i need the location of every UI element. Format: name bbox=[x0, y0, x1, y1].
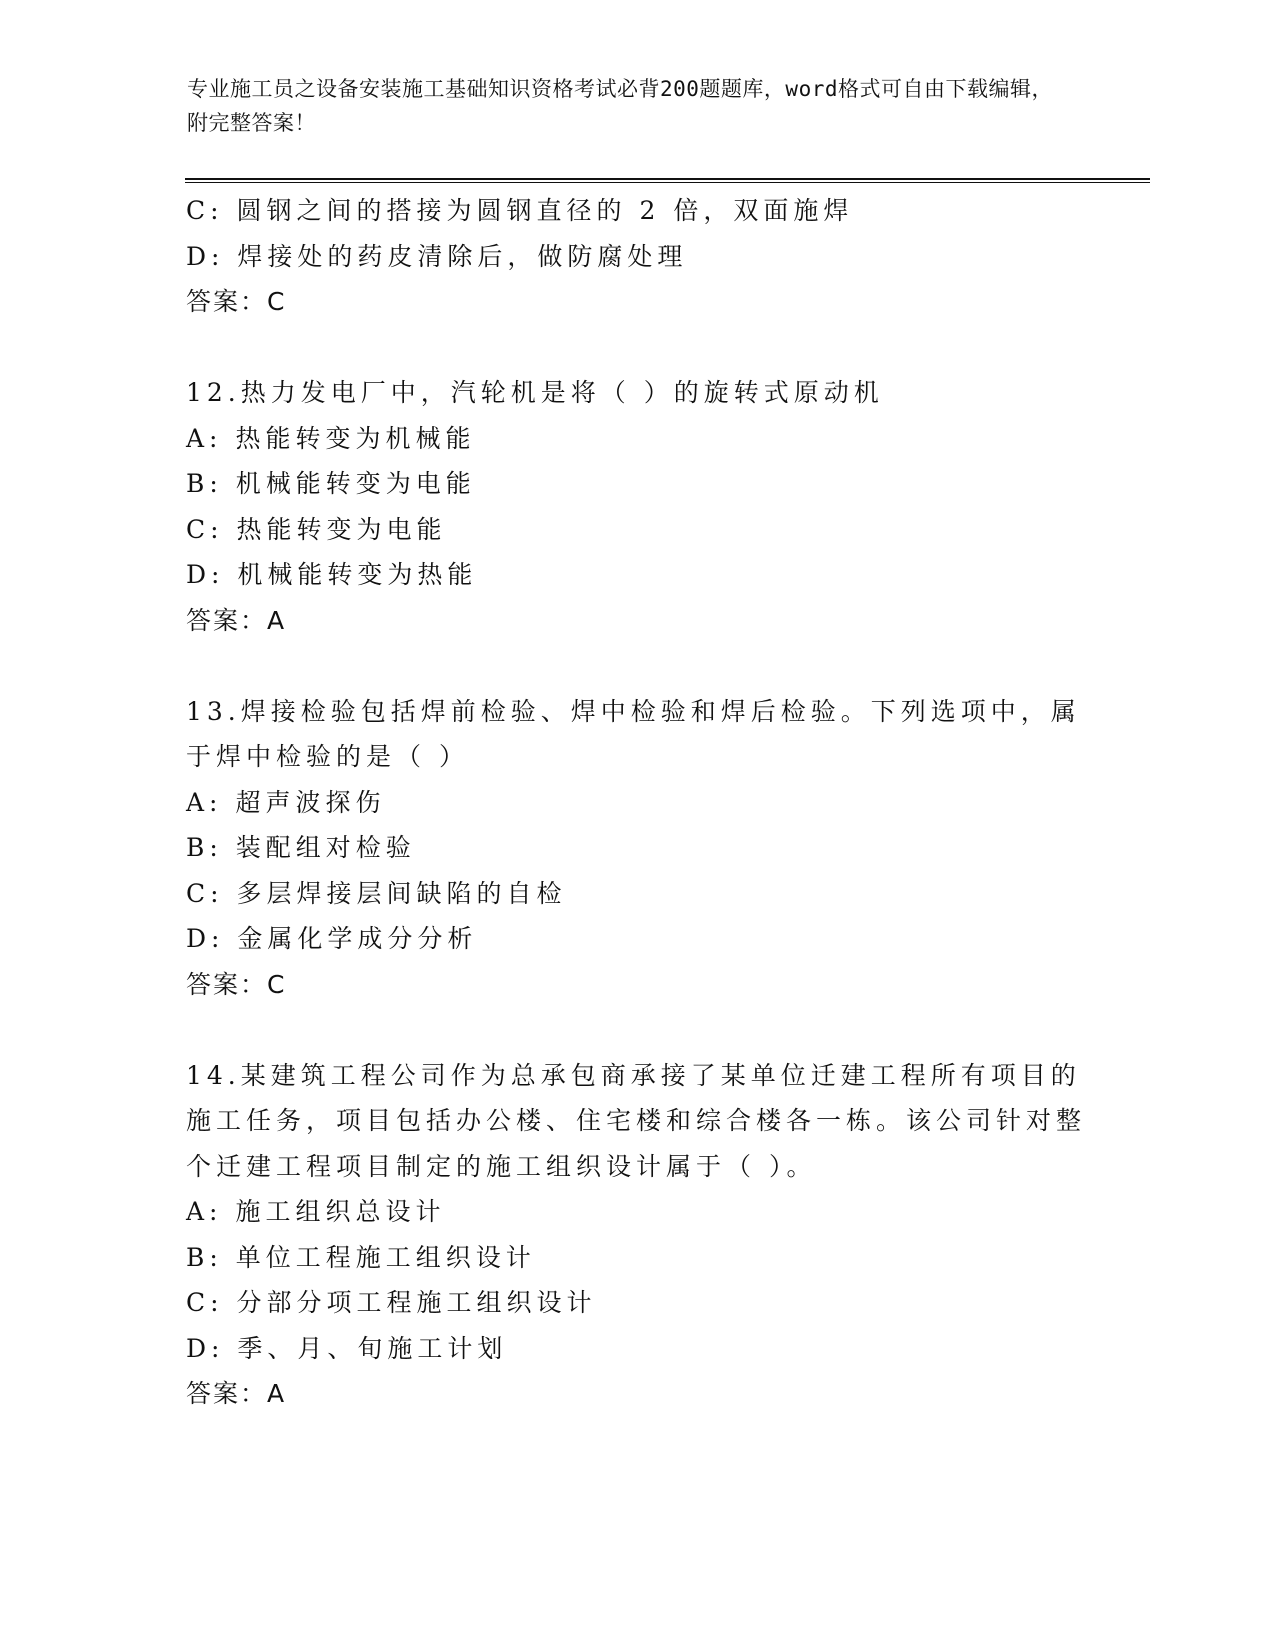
answer-value: C bbox=[267, 287, 287, 316]
answer-value: A bbox=[267, 605, 287, 635]
option-label: C: bbox=[186, 878, 224, 908]
spacer bbox=[186, 1007, 1086, 1053]
option-label: B: bbox=[186, 1242, 223, 1272]
question-list bbox=[186, 188, 1086, 1417]
question-stem bbox=[186, 1053, 1086, 1190]
option-label: A: bbox=[186, 423, 223, 453]
question-stem bbox=[186, 689, 1086, 780]
option-text: 金属化学成分分析 bbox=[237, 924, 478, 953]
option-label: C: bbox=[186, 1288, 224, 1317]
option-label: B: bbox=[186, 833, 223, 862]
answer-label: 答案： bbox=[186, 287, 268, 316]
answer-label: 答案： bbox=[186, 1379, 268, 1408]
spacer bbox=[186, 325, 1086, 371]
option-b bbox=[186, 1235, 1086, 1281]
option-a bbox=[186, 1189, 1086, 1235]
option-c bbox=[186, 188, 1086, 234]
option-text: 热能转变为机械能 bbox=[235, 423, 476, 453]
question-12 bbox=[186, 370, 1086, 643]
option-label: A: bbox=[186, 787, 223, 817]
answer-value: A bbox=[267, 1379, 287, 1408]
option-text: 超声波探伤 bbox=[235, 787, 386, 817]
option-label: C: bbox=[186, 196, 224, 225]
option-label: A: bbox=[186, 1197, 223, 1226]
option-text: 季、月、旬施工计划 bbox=[237, 1333, 508, 1363]
option-text: 圆钢之间的搭接为圆钢直径的 2 倍，双面施焊 bbox=[236, 196, 854, 225]
option-text: 施工组织总设计 bbox=[235, 1197, 446, 1226]
option-d bbox=[186, 234, 1086, 280]
option-text: 机械能转变为电能 bbox=[235, 469, 476, 498]
question-13 bbox=[186, 689, 1086, 1008]
option-text: 焊接处的药皮清除后，做防腐处理 bbox=[237, 241, 688, 271]
option-text: 多层焊接层间缺陷的自检 bbox=[236, 878, 567, 908]
question-stem bbox=[186, 370, 1086, 416]
question-number: 12. bbox=[186, 378, 241, 407]
option-label: D: bbox=[186, 1333, 225, 1363]
answer-line bbox=[186, 1371, 1086, 1417]
question-number: 14. bbox=[186, 1060, 241, 1090]
option-d bbox=[186, 1326, 1086, 1372]
option-text: 分部分项工程施工组织设计 bbox=[236, 1288, 597, 1317]
option-c bbox=[186, 507, 1086, 553]
option-a bbox=[186, 780, 1086, 826]
question-text: 热力发电厂中，汽轮机是将（ ）的旋转式原动机 bbox=[240, 378, 884, 407]
question-14 bbox=[186, 1053, 1086, 1417]
option-b bbox=[186, 461, 1086, 507]
document-header bbox=[187, 72, 1067, 140]
answer-line bbox=[186, 962, 1086, 1008]
header-divider bbox=[185, 178, 1150, 183]
option-text: 机械能转变为热能 bbox=[237, 560, 478, 589]
spacer bbox=[186, 643, 1086, 689]
question-number: 13. bbox=[186, 696, 241, 726]
option-label: D: bbox=[186, 241, 225, 271]
document-title: 专业施工员之设备安装施工基础知识资格考试必背200题题库，word格式可自由下载编辑，附完整答案！ bbox=[187, 77, 1053, 135]
option-label: D: bbox=[186, 924, 225, 953]
answer-value: C bbox=[267, 969, 287, 999]
answer-label: 答案： bbox=[186, 605, 268, 635]
option-label: D: bbox=[186, 560, 225, 589]
option-d bbox=[186, 916, 1086, 962]
question-text: 焊接检验包括焊前检验、焊中检验和焊后检验。下列选项中，属于焊中检验的是（ ） bbox=[186, 696, 1081, 771]
option-c bbox=[186, 871, 1086, 917]
option-text: 单位工程施工组织设计 bbox=[235, 1242, 536, 1272]
option-label: C: bbox=[186, 514, 224, 544]
answer-line bbox=[186, 279, 1086, 325]
answer-line bbox=[186, 598, 1086, 644]
option-b bbox=[186, 825, 1086, 871]
partial-question bbox=[186, 188, 1086, 325]
option-text: 热能转变为电能 bbox=[236, 514, 447, 544]
option-c bbox=[186, 1280, 1086, 1326]
option-text: 装配组对检验 bbox=[235, 833, 416, 862]
question-text: 某建筑工程公司作为总承包商承接了某单位迁建工程所有项目的施工任务，项目包括办公楼、住宅楼和综合楼各一栋。该公司针对整个迁建工程项目制定的施工组织设计属于（ ）。 bbox=[186, 1060, 1087, 1181]
answer-label: 答案： bbox=[186, 969, 268, 999]
option-label: B: bbox=[186, 469, 223, 498]
option-d bbox=[186, 552, 1086, 598]
option-a bbox=[186, 416, 1086, 462]
